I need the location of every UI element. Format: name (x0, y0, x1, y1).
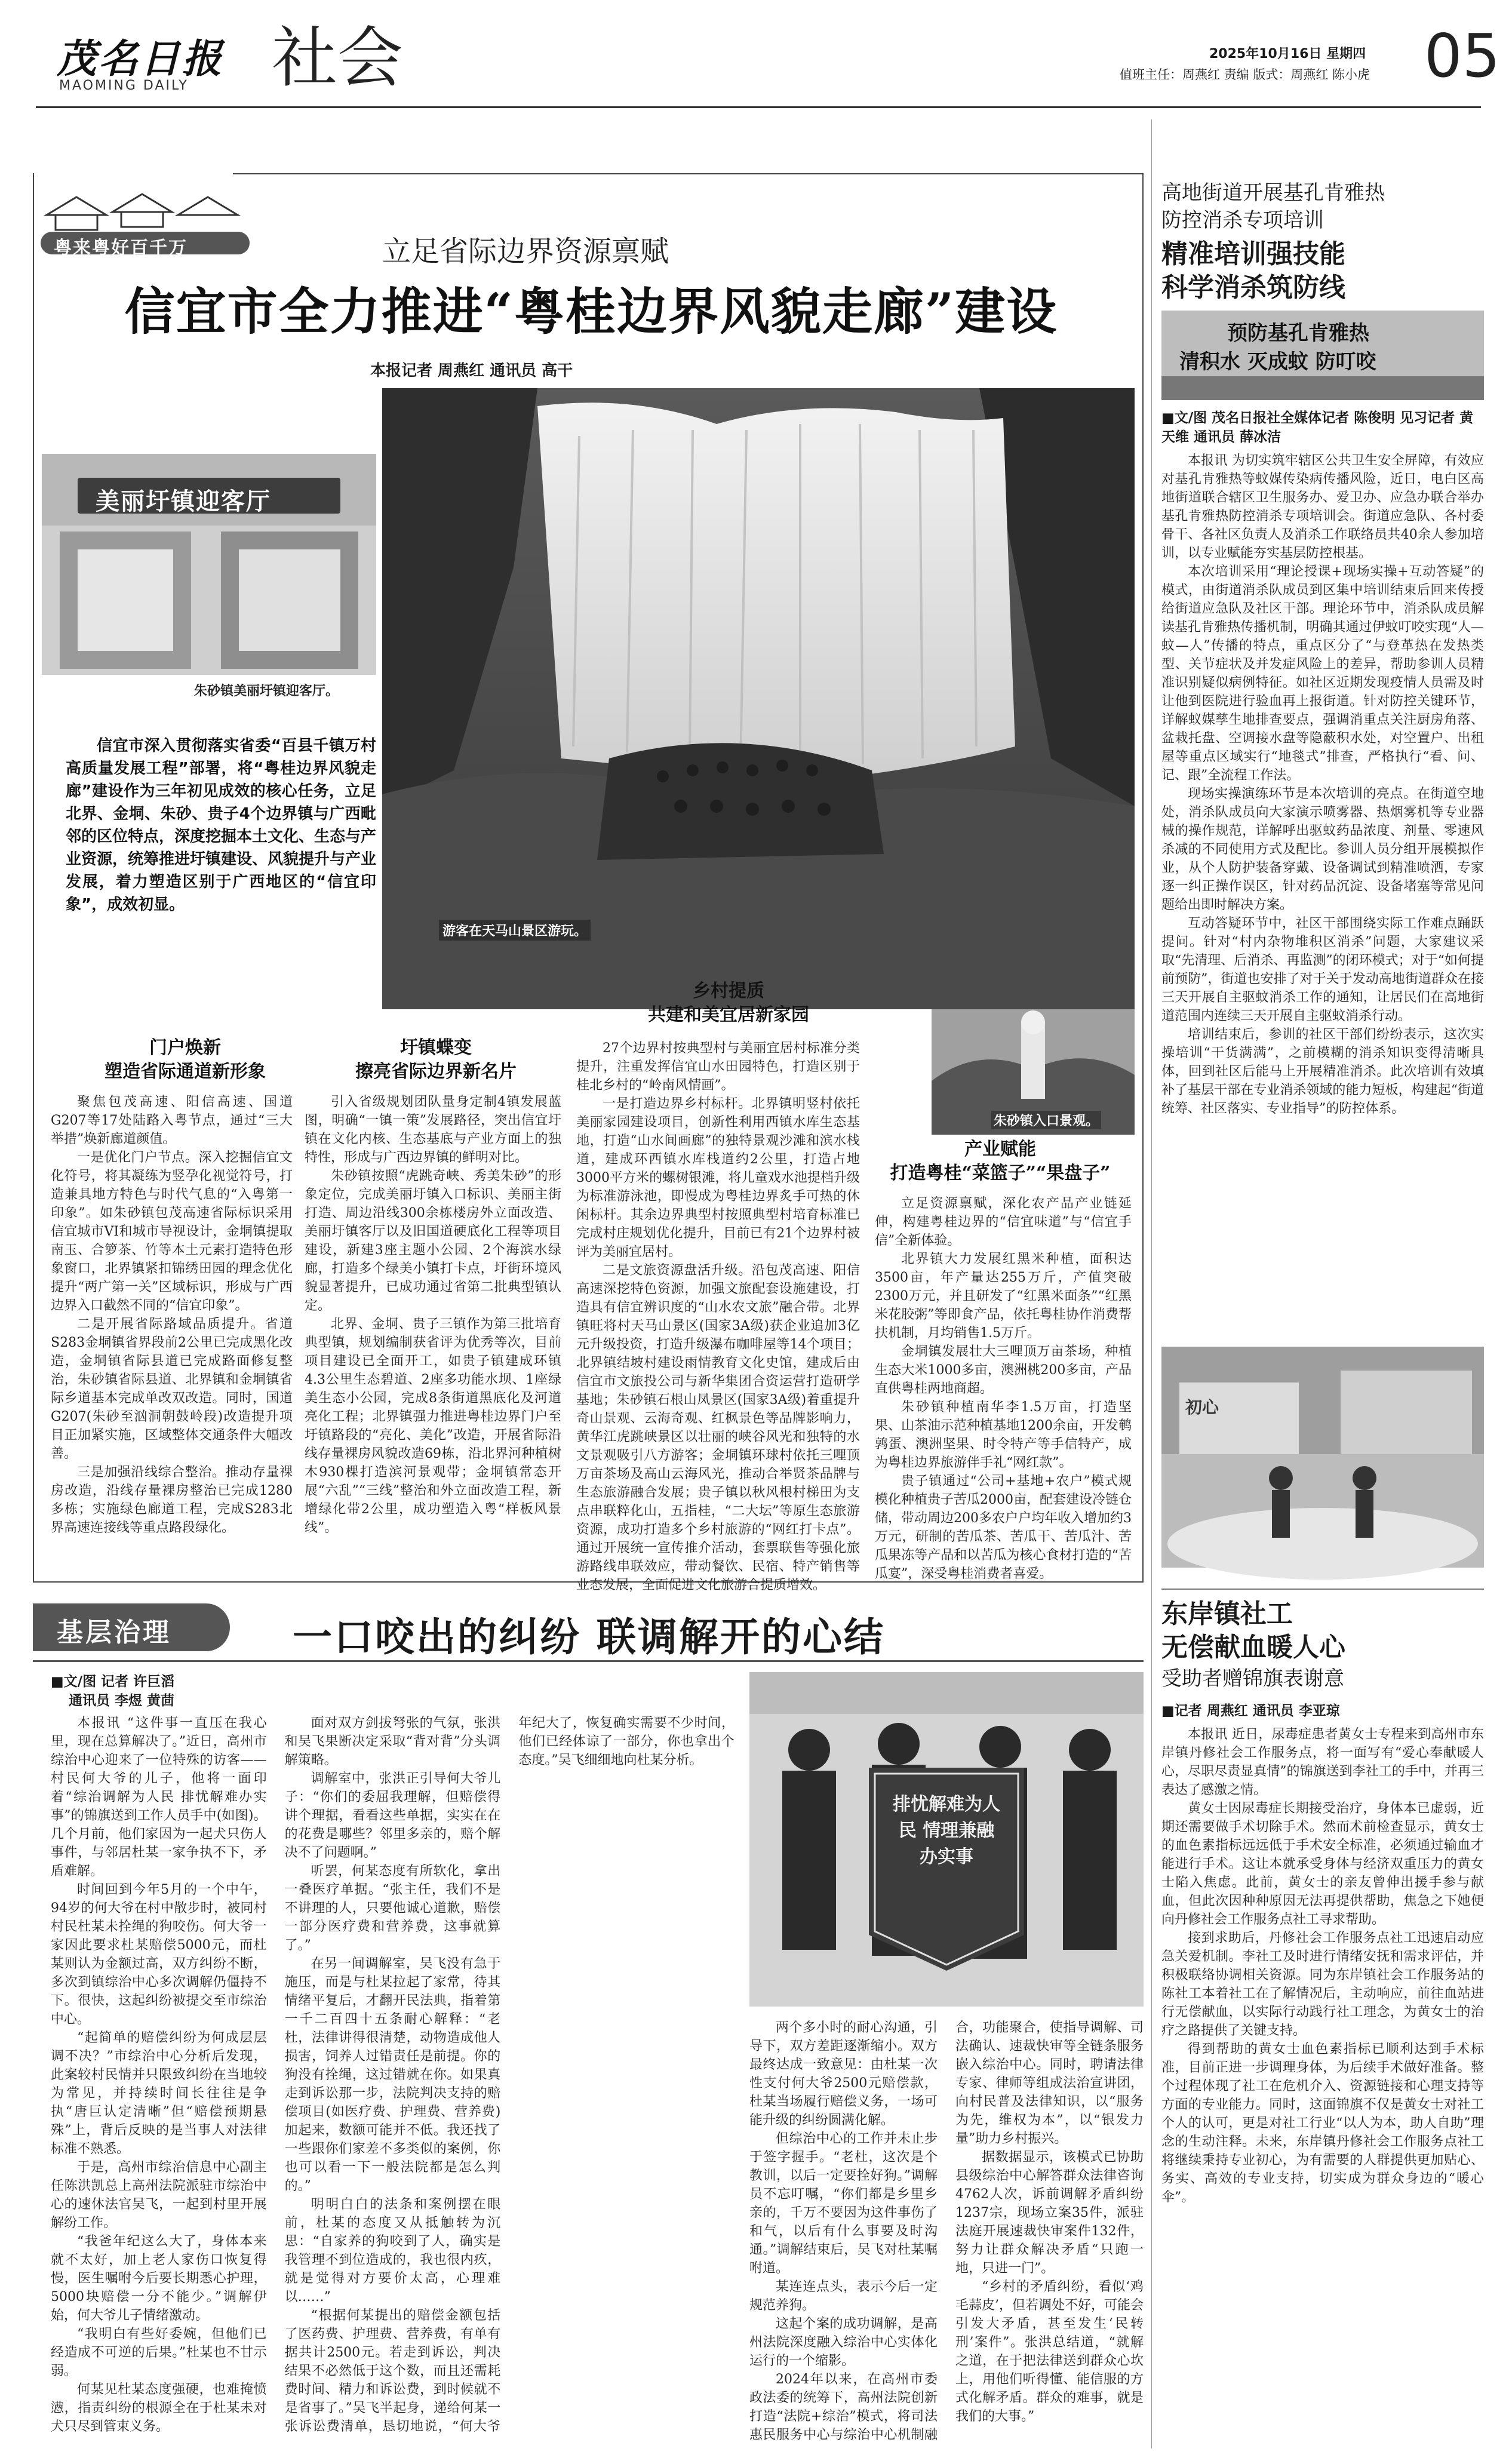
rt-title-3: 精准培训强技能 (1161, 239, 1345, 269)
paragraph: “乡村的矛盾纠纷，看似‘鸡毛蒜皮’，但若调处不好，可能会引发大矛盾，甚至发生‘民转刑’案件”。张洪总结道，“就解之道，在于把法律送到群众心坎上，用他们听得懂、能信服的方式化解矛盾。群众的难事，就是我们的大事。” (955, 2279, 1144, 2424)
paragraph: 于是，高州市综治信息中心副主任陈洪凯总上高州法院派驻市综治中心的速休法官吴飞，一起到村里开展解纷工作。 (51, 2160, 267, 2230)
rb-title-3: 受助者赠锦旗表谢意 (1161, 1667, 1344, 1691)
paragraph: 两个多小时的耐心沟通，引导下，双方差距逐渐缩小。双方最终达成一致意见：由杜某一次性支付何大爷2500元赔偿款，杜某当场履行赔偿义务，一场可能升级的纠纷圆满化解。 (749, 2020, 938, 2128)
editor-staff: 值班主任：周燕红 责编 版式：周燕红 陈小虎 (1120, 67, 1370, 82)
paragraph: 一是打造边界乡村标杆。北界镇明竖村依托美丽家园建设项目，创新性利用西镇水库生态基地，打造“山水间画廊”的独特景观沙滩和滨水栈道，建成环西镇水库栈道约2公里，打造占地3000平方米的螺树银滩，将儿童戏水池提档升级为标准游泳池，即慢成为粤桂边界炙手可热的休闲标杆。其余边界典型村按照典型村培育标准已完成村庄规划优化提升，目前已有21个边界村被评为美丽宜居村。 (576, 1096, 860, 1259)
paragraph: 这起个案的成功调解，是高州法院深度融入综治中心实体化运行的一个缩影。 (749, 2316, 938, 2368)
feature-kicker: 立足省际边界资源禀赋 (382, 235, 669, 268)
paragraph: 本报讯 “这件事一直压在我心里，现在总算解决了。”近日，高州市综治中心迎来了一位特殊的访客——村民何大爷的儿子，他将一面印着“综治调解为人民 排忧解难办实事”的锦旗送到工作人员手中(如图)。几个月前，他们家因为一起犬只伤人事件，与邻居杜某一家争执不下，矛盾难解。 (51, 1716, 267, 1879)
rb-title-1: 东岸镇社工 (1161, 1599, 1293, 1629)
rb-byline: ■记者 周燕红 通讯员 李亚琼 (1161, 1703, 1340, 1719)
paragraph: 时间回到今年5月的一个中午，94岁的何大爷在村中散步时，被同村村民杜某未拴绳的狗咬伤。何大爷一家因此要求杜某赔偿5000元，而杜某则认为金额过高，双方纠纷不断，多次到镇综治中心多次调解仍僵持不下。很快，这起纠纷被提交至市综治中心。 (51, 1882, 267, 2027)
hall-photo (42, 454, 376, 675)
rt-banner-photo (1161, 311, 1484, 400)
column-divider (1151, 119, 1152, 2448)
paragraph: 互动答疑环节中，社区干部围绕实际工作难点踊跃提问。针对“村内杂物堆积区消杀”问题，大家建议采取“先清理、后消杀、再监测”的闭环模式；对于“如何提前预防”，街道也安排了对于关于发动高地街道群众在接三天开展自主驱蚊消杀工作的通知，让居民们在高地街道范围内连续三天开展自主驱蚊消杀行动。 (1161, 916, 1484, 1024)
feature-top-rule (233, 173, 1144, 174)
section-head-gateway-line1: 门户焕新 (149, 1037, 221, 1058)
page-number: 05 (1424, 21, 1501, 91)
paragraph: 二是文旅资源盘活升级。沿包茂高速、阳信高速深挖特色资源，加强文旅配套设施建设，打造具有信宜辨识度的“山水农文旅”融合带。北界镇旺将村天马山景区(国家3A级)获企业追加3亿元升级投资，打造升级瀑布咖啡屋等14个项目；北界镇结坡村建设雨情教育文化史馆，建成后由信宜市文旅投公司与新华集团合资运营打造研学基地；朱砂镇石根山凤景区(国家3A级)着重提升奇山景观、云海奇观、红枫景色等品牌影响力，黄华江虎跳峡景区以壮丽的峡谷风光和独特的水文景观吸引八方游客；金垌镇环球村依托三哩顶万亩茶场及高山云海风光，推动合举贤茶品牌与生态旅游融合发展；贵子镇以秋风根村梯田为支点串联粹化山，五指桂，“二大坛”等原生态旅游资源，成功打造多个乡村旅游的“网红打卡点”。通过开展统一宣传推介活动，套票联售等强化旅游路线串联效应，带动餐饮、民宿、特产销售等业态发展，全面促进文化旅游合提质增效。 (576, 1263, 860, 1593)
waterfall-illustration (382, 388, 1135, 1009)
bottom-headline: 一口咬出的纠纷 联调解开的心结 (293, 1614, 885, 1660)
section-head-industry (872, 1138, 1129, 1185)
section-body-gateway (51, 1093, 293, 1571)
paragraph: 本次培训采用“理论授课+现场实操+互动答疑”的模式，由街道消杀队成员到区集中培训结束后回来传授给街道应急队及社区干部。理论环节中，消杀队成员解读基孔肯雅热传播机制，明确其通过伊蚊叮咬实现“人—蚊—人”传播的特点，重点区分了“与登革热在发热类型、关节症状及并发症风险上的差异，帮助参训人员精准识别疑似病例特征。如社区近期发现疫情人员需及时让他到医院进行验血再上报街道。针对防控关键环节，详解蚁媒孳生地排查要点，强调消重点关注厨房角落、盆栽托盘、空调接水盘等隐蔽积水处，对空置户、出租屋等重点区域实行“地毯式”排查，严格执行“看、问、记、跟”全流程工作法。 (1161, 564, 1484, 783)
paragraph: “我明白有些好委婉，但他们已经造成不可逆的后果。”杜某也不甘示弱。 (51, 2327, 267, 2379)
rt-byline: ■文/图 茂名日报社全媒体记者 陈俊明 见习记者 黄天维 通讯员 薛冰洁 (1161, 410, 1474, 445)
waterfall-photo (382, 388, 1135, 1009)
rt-title-4: 科学消杀筑防线 (1161, 272, 1345, 303)
section-head-gateway (48, 1036, 322, 1084)
training-illustration (1161, 1347, 1484, 1568)
section-head-village (600, 979, 857, 1027)
hall-sign-text: 美丽圩镇迎客厅 (96, 488, 271, 515)
paragraph: 得到帮助的黄女士血色素指标已顺利达到手术标准，目前正进一步调理身体，为后续手术做好准备。整个过程体现了社工在危机介入、资源链接和心理支持等方面的专业能力。同时，这面锦旗不仅是黄女士对社工个人的认可，更是对社工行业“以人为本，助人自助”理念的生动注释。未来，东岸镇丹修社会工作服务点社工将继续秉持专业初心，为有需要的人群提供更加贴心、务实、高效的专业支持，切实成为群众身边的“暖心伞”。 (1161, 2042, 1484, 2205)
bottom-body (51, 1714, 734, 2445)
masthead (57, 20, 1501, 99)
paragraph: 本报讯 近日，尿毒症患者黄女士专程来到高州市东岸镇丹修社会工作服务点，将一面写有“爱心奉献暖人心，尽职尽责显真情”的锦旗送到李社工的手中，并再三表达了感激之情。 (1161, 1727, 1484, 1798)
paragraph: 聚焦包茂高速、阳信高速、国道G207等17处陆路入粤节点，通过“三大举措”焕新廊道颜值。 (51, 1095, 293, 1147)
section-head-industry-line1: 产业赋能 (964, 1139, 1036, 1160)
newspaper-logo (57, 27, 266, 99)
lead-text: 信宜市深入贯彻落实省委“百县千镇万村高质量发展工程”部署，将“粤桂边界风貌走廊”建设作为三年初见成效的核心任务，立足北界、金垌、朱砂、贵子4个边界镇与广西毗邻的区位特点，深度挖掘本土文化、生态与产业资源，统筹推进圩镇建设、风貌提升与产业发展，着力塑造区别于广西地区的“信宜印象”，成效初显。 (66, 737, 377, 914)
paragraph: 贵子镇通过“公司+基地+农户”模式规模化种植贵子苦瓜2000亩，配套建设冷链仓储，带动周边200多农户户均年收入增加约3万元，研制的苦瓜茶、苦瓜干、苦瓜汁、苦瓜果冻等产品和以苦瓜为核心食材打造的“苦瓜宴”，深受粤桂消费者喜爱。 (875, 1474, 1132, 1581)
bottom-byline-2: 通讯员 李煜 黄茴 (69, 1693, 175, 1709)
bottom-body-right (749, 2018, 1144, 2445)
paragraph: 培训结束后，参训的社区干部们纷纷表示，这次实操培训“干货满满”，之前模糊的消杀知识变得清晰具体，回到社区后能马上开展精准消杀。此次培训有效填补了基层干部在专业消杀领域的能力短板，构建起“街道统筹、社区落实、专业指导”的防控体系。 (1161, 1027, 1484, 1116)
pennant-photo (749, 1672, 1144, 2007)
paragraph: 调解室中，张洪正引导何大爷儿子：“你们的委屈我理解，但赔偿得讲个理据，看看这些单据，实实在在的花费是哪些？邻里多亲的，赔个解决不了问题啊。” (284, 1771, 501, 1860)
paragraph: 某连连点头，表示今后一定规范养狗。 (749, 2279, 938, 2313)
waterfall-caption: 游客在天马山景区游玩。 (439, 920, 591, 941)
section-body-village (576, 1039, 860, 1593)
paragraph: 何某见杜某态度强硬，也难掩愤懑，指责纠纷的根源全在于杜某未对犬只尽到管束义务。 (51, 2382, 267, 2434)
paragraph: 在另一间调解室，吴飞没有急于施压，而是与杜某拉起了家常，待其情绪平复后，才翻开民法典，指着第一千二百四十五条耐心解释：“老杜，法律讲得很清楚，动物造成他人损害，饲养人过错责任是前提。你的狗没有拴绳，这过错就在你。如果真走到诉讼那一步，法院判决支持的赔偿项目(如医疗费、护理费、营养费)加起来，数额可能并不低。我还找了一些跟你们家差不多类似的案例，你也可以看一下一般法院都是怎么判的。” (284, 1956, 501, 2193)
paragraph: 接到求助后，丹修社会工作服务点社工迅速启动应急关爱机制。李社工及时进行情绪安抚和需求评估，并积极联络协调相关资源。同为东岸镇社会工作服务站的陈社工本着社工在了解情况后，主动响应，前往血站进行无偿献血，以实际行动践行社工理念，为黄女士的治疗之路提供了关键支持。 (1161, 1931, 1484, 2038)
rt-body (1161, 451, 1484, 1180)
rt-banner-text-1: 预防基孔肯雅热 (1227, 321, 1369, 345)
badge-banner (41, 179, 256, 257)
paragraph: 现场实操演练环节是本次培训的亮点。在街道空地处，消杀队成员向大家演示喷雾器、热烟雾机等专业器械的操作规范，详解呼出驱蚊药品浓度、剂量、零速风杀减的不同使用方式及配比。参训人员分组开展模拟作业，从个人防护装备穿戴、设备调试到精准喷洒，专家逐一纠正操作误区，针对药品沉淀、设备堵塞等常见问题给出即时解决方案。 (1161, 786, 1484, 913)
paragraph: 一是优化门户节点。深入挖掘信宜文化符号，将其凝练为竖孕化视觉符号，打造兼具地方特色与时代气息的“入粤第一印象”。如朱砂镇包茂高速省际标识采用信宜城市VI和城市导视设计，金垌镇提取南玉、合箩茶、竹等本土元素打造特色形象窗口，北界镇紧扣锦绣田园的理念优化提升“两广第一关”区域标识，形成与广西边界入口截然不同的“信宜印象”。 (51, 1150, 293, 1313)
bottom-byline-1: ■文/图 记者 许巨滔 (51, 1674, 175, 1689)
bottom-headline-rule (33, 1660, 1144, 1662)
paragraph: 据数据显示，该模式已协助县级综治中心解答群众法律咨询4762人次，诉前调解矛盾纠纷1237宗，现场立案35件，派驻法庭开展速裁快审案件132件，努力让群众解决矛盾“只跑一地，只进一门”。 (955, 2150, 1144, 2276)
rt-title-1: 高地街道开展基孔肯雅热 (1161, 181, 1385, 205)
column-tag (33, 1603, 230, 1651)
paragraph: 三是加强沿线综合整治。推动存量裸房改造，沿线存量裸房整治已完成1280多栋；实施绿色廊道工程，完成S283北界高速连接线等重点路段绿化。 (51, 1465, 293, 1535)
section-body-town (305, 1093, 561, 1571)
paragraph: 北界、金垌、贵子三镇作为第三批培育典型镇，规划编制获省评为优秀等次，目前项目建设已全面开工，如贵子镇建成环镇4.3公里生态碧道、2座多功能水坝、1座绿美生态小公园，完成8条街道黑底化及河道亮化工程；北界镇强力推进粤桂边界门户至圩镇路段的“亮化、美化”改造，开展省际沿线存量裸房风貌改造69栋，沿北界河种植树木930棵打造滨河景观带；金垌镇常态开展“六乱”“三线”整治和外立面改造工程，新增绿化带2公里，成功塑造入粤“样板风景线”。 (305, 1317, 561, 1535)
feature-headline: 信宜市全力推进“粤桂边界风貌走廊”建设 (124, 282, 1058, 341)
paragraph: 听罢，何某态度有所软化，拿出一叠医疗单据。“张主任，我们不是不讲理的人，只要他诚心道歉，赔偿一部分医疗费和营养费，这事就算了。” (284, 1864, 501, 1953)
rb-title-2: 无偿献血暖人心 (1161, 1632, 1345, 1663)
hall-caption: 朱砂镇美丽圩镇迎客厅。 (194, 684, 339, 699)
paragraph: 黄女士因尿毒症长期接受治疗，身体本已虚弱，近期还需要做手术切除手术。然而术前检查显示，黄女士的血色素指标远远低于手术安全标准，必须通过输血才能进行手术。这让本就承受身体与经济双重压力的黄女士陷入焦虑。此前，黄女士的亲友曾伸出援手参与献血，但此次因种种原因无法再提供帮助，焦急之下她便向丹修社会工作服务点社工寻求帮助。 (1161, 1801, 1484, 1927)
section-title: 社会 (272, 20, 403, 96)
issue-date: 2025年10月16日 星期四 (1209, 47, 1366, 62)
section-body-industry (875, 1194, 1132, 1581)
lead-paragraph (66, 735, 376, 1033)
gate-caption: 朱砂镇入口景观。 (991, 1111, 1101, 1129)
rt-photo-sign: 初心 (1185, 1397, 1219, 1417)
paragraph: 2024年以来，在高州市委政法委的统筹下，高州法院创新打造“法院+综治”模式，将司法惠民服务中心与综治中心机制融合，功能聚合，使指导调解、司法确认、速裁快审等全链条服务嵌入综治中心。同时，聘请法律专家、律师等组成法治宣讲团，向村民普及法律知识，以“服务为先，维权为本”，以“银发力量”助力乡村振兴。 (749, 2020, 1144, 2443)
paragraph: 北界镇大力发展红黑米种植，面积达3500亩，年产量达255万斤，产值突破2300万元，并且研发了“红黑米面条”“红黑米花胶粥”等即食产品，依托粤桂协作消费帮扶机制，月均销售1.5万斤。 (875, 1252, 1132, 1341)
column-tag-text: 基层治理 (57, 1617, 171, 1648)
section-head-town-line1: 圩镇蝶变 (400, 1037, 472, 1058)
paragraph: 立足资源禀赋，深化农产品产业链延伸，构建粤桂边界的“信宜味道”与“信宜手信”全新体验。 (875, 1196, 1132, 1248)
paragraph: 27个边界村按典型村与美丽宜居村标准分类提升，注重发挥信宜山水田园特色，打造区别于桂北乡村的“岭南风情画”。 (576, 1041, 860, 1093)
paragraph: “根据何某提出的赔偿金额包括了医药费、护理费、营养费，有单有据共计2500元。若走到诉讼，判决结果不必然低于这个数，而且还需耗费时间、精力和诉讼费，到时候就不是省事了。”吴飞半起身，递给何某一张诉讼费清单，恳切地说，“何大爷年纪大了，恢复确实需要不少时间，他们已经体谅了一部分，你也拿出个态度。”吴飞细细地向杜某分析。 (284, 1716, 734, 2434)
paragraph: 朱砂镇按照“虎跳奇峡、秀美朱砂”的形象定位，完成美丽圩镇入口标识、美丽主街打造、周边沿线300余栋楼房外立面改造、美丽圩镇客厅以及旧国道硬底化工程等项目建设，新建3座主题小公园、2个海滨水绿廊，打造多个绿美小镇打卡点，圩街环境风貌显著提升，已成功通过省第二批典型镇认定。 (305, 1169, 561, 1313)
pennant-text: 排忧解难为人民 情理兼融办实事 (893, 1794, 1000, 1867)
logo-subtext: MAOMING DAILY (59, 78, 189, 93)
section-head-village-line2: 共建和美宜居新家园 (648, 1004, 809, 1025)
feature-byline: 本报记者 周燕红 通讯员 高干 (370, 362, 573, 380)
paragraph: 金垌镇发展壮大三哩顶万亩茶场，种植生态大米1000多亩，澳洲桃200多亩，产品直供粤桂两地商超。 (875, 1344, 1132, 1396)
badge-text: 粤来粤好百千万 (54, 238, 188, 259)
section-head-town-line2: 擦亮省际边界新名片 (355, 1061, 517, 1082)
paragraph: 但综治中心的工作并未止步于签字握手。“老杜，这次是个教训，以后一定要拴好狗。”调解员不忘叮嘱，“你们都是乡里乡亲的，千万不要因为这件事伤了和气，以后有什么事要及时沟通。”调解结束后，吴飞对杜某嘱咐道。 (749, 2131, 938, 2276)
logo-text: 茂名日报 (57, 35, 224, 82)
right-bottom-article (1161, 1597, 1484, 2445)
paragraph: 面对双方剑拔弩张的气氛，张洪和吴飞果断决定采取“背对背”分头调解策略。 (284, 1716, 501, 1768)
rt-title-2: 防控消杀专项培训 (1161, 208, 1324, 232)
section-head-gateway-line2: 塑造省际通道新形象 (105, 1061, 266, 1082)
paragraph: 本报讯 为切实筑牢辖区公共卫生安全屏障，有效应对基孔肯雅热等蚊媒传染病传播风险，近日，电白区高地街道联合辖区卫生服务办、爱卫办、应急办联合举办基孔肯雅热防控消杀专项培训会。街道应急队、各村委骨干、各社区负责人及消杀工作联络员共40余人参加培训，以专业赋能夯实基层防控根基。 (1161, 453, 1484, 561)
section-head-town (299, 1036, 573, 1084)
paragraph: “起简单的赔偿纠纷为何成层层调不决？”市综治中心分析后发现，此案较村民情并只限致纠纷在当地较为常见，并持续时间长往往是争执“唐巨认定清晰”但“赔偿预期悬殊”上，背后反映的是当事人对法律标准不熟悉。 (51, 2030, 267, 2156)
bottom-byline (51, 1672, 248, 1710)
rb-body (1161, 1725, 1484, 2430)
rt-banner-text-2: 清积水 灭成蚊 防叮咬 (1179, 350, 1376, 374)
paragraph: 明明白白的法条和案例摆在眼前，杜某的态度又从抵触转为沉思：“自家养的狗咬到了人，确实是我管理不到位造成的，我也很内疚，就是觉得对方要价太高，心理难以……” (284, 2197, 501, 2305)
paragraph: 二是开展省际路域品质提升。省道S283金垌镇省界段前2公里已完成黑化改造，金垌镇省际县道已完成路面修复整治，朱砂镇省际县道、北界镇和金垌镇省际乡道基本完成单改双改造。同时，国道G207(朱砂至汹洞朝鼓岭段)改造提升项目正加紧实施，区域整体交通条件大幅改善。 (51, 1317, 293, 1461)
section-head-industry-line2: 打造粤桂“菜篮子”“果盘子” (890, 1163, 1111, 1184)
masthead-rule (36, 106, 1481, 108)
right-divider (1161, 1589, 1484, 1590)
section-head-village-line1: 乡村提质 (693, 981, 764, 1001)
paragraph: “我爸年纪这么大了，身体本来就不太好，加上老人家伤口恢复得慢，医生嘱咐今后要长期悉心护理，5000块赔偿一分不能少。”调解伊始，何大爷儿子情绪激动。 (51, 2234, 267, 2323)
paragraph: 引入省级规划团队量身定制4镇发展蓝图，明确“一镇一策”发展路径，突出信宜圩镇在文化内核、生态基底与产业方面上的独特性，形成与广西边界镇的鲜明对比。 (305, 1095, 561, 1165)
rt-training-photo (1161, 1347, 1484, 1568)
paragraph: 朱砂镇种植南华李1.5万亩，打造坚果、山茶油示范种植基地1200余亩，开发鹌鹑蛋、澳洲坚果、时令特产等手信特产，成为粤桂边界旅游伴手礼“网红款”。 (875, 1400, 1132, 1470)
